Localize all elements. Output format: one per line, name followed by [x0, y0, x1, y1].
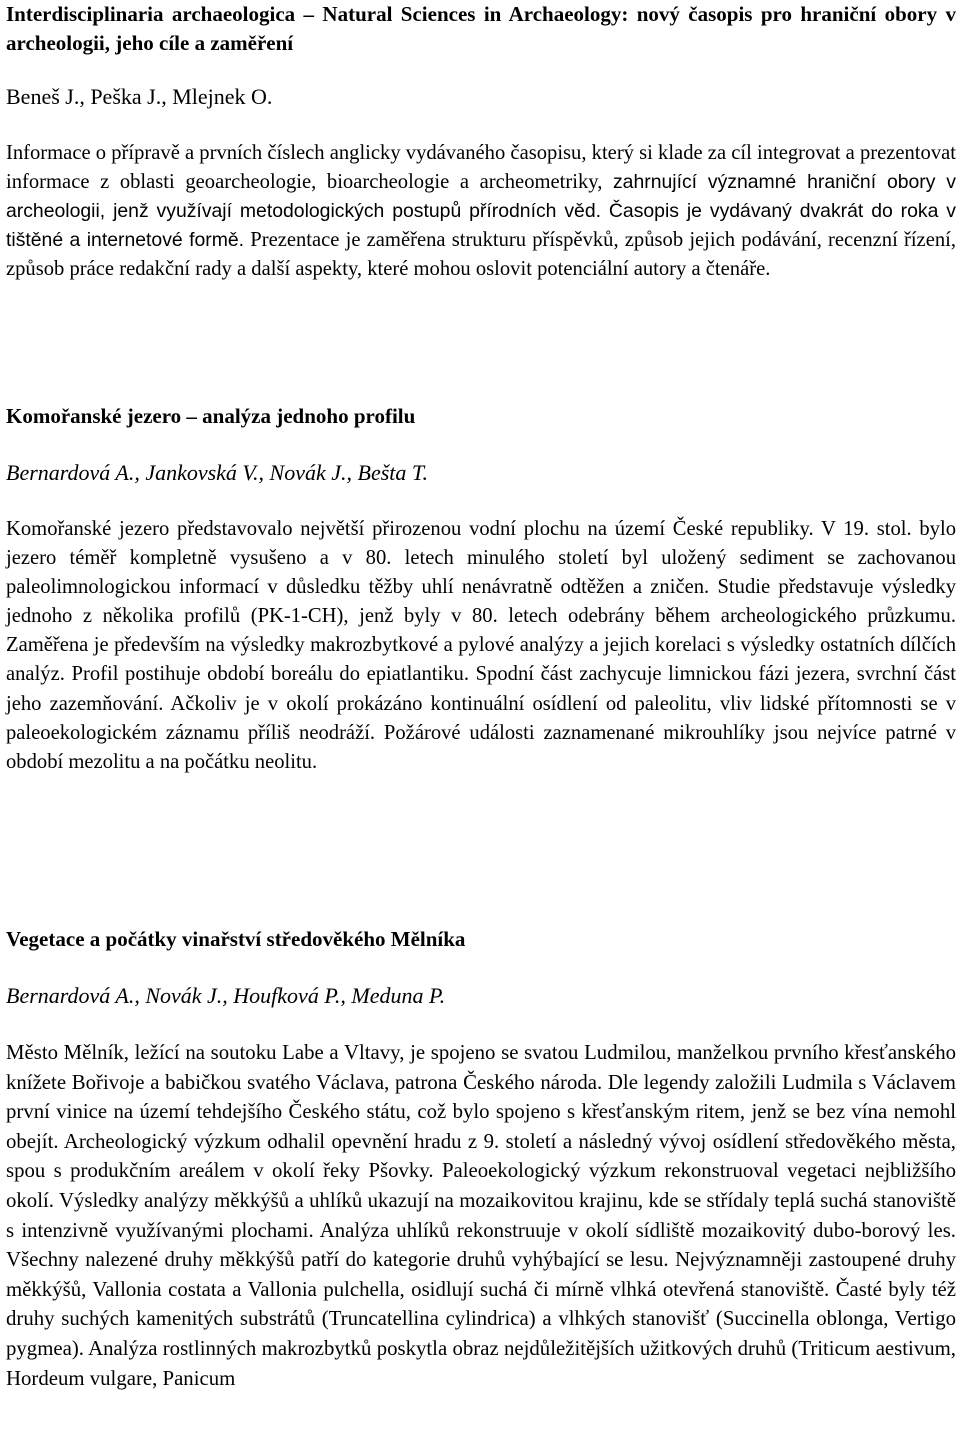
article-2-abstract: Komořanské jezero představovalo největší přirozenou vodní plochu na území České republiky. V 19. stol. bylo jezero téměř kompletně vysušeno a v 80. letech minulého století byl uložený sediment se zachovanou paleolimnologickou informací v důsledku těžby uhlí nenávratně odtěžen a zničen. Studie představuje výsledky jednoho z několika profilů (PK-1-CH), jenž byly v 80. letech odebrány během archeologického průzkumu. Zaměřena je především na výsledky makrozbytkové a pylové analýzy a jejich korelaci s výsledky ostatních dílčích analýz. Profil postihuje období boreálu do epiatlantiku. Spodní část zachycuje limnickou fázi jezera, svrchní část jeho zazemňování. Ačkoliv je v okolí prokázáno kontinuální osídlení od paleolitu, vliv lidské přítomnosti se v paleoekologickém záznamu příliš neodráží. Požárové události zaznamenané mikrouhlíky jsou nejvíce patrné v období mezolitu a na počátku neolitu. — [6, 518, 956, 773]
article-1-abstract — [6, 139, 956, 284]
article-3-title: Vegetace a počátky vinařství středověkého Mělníka — [6, 927, 466, 951]
article-1-title: Interdisciplinaria archaeologica – Natural Sciences in Archaeology: nový časopis pro hraniční obory v archeologii, jeho cíle a zaměření — [6, 2, 956, 55]
article-2-title: Komořanské jezero – analýza jednoho profilu — [6, 404, 416, 428]
article-1-abstract-part-2: zahrnující významné hraniční obory v archeologii, jenž využívají metodologických postupů přírodních věd. Časopis je vydávaný dvakrát do roka v tištěné a internetové formě. — [6, 171, 956, 252]
article-1-abstract-part-1: Informace o přípravě a prvních číslech anglicky vydávaného časopisu, který si klade za cíl integrovat a prezentovat informace z oblasti geoarcheologie, bioarcheologie a archeometriky, — [6, 142, 956, 194]
article-2-authors: Bernardová A., Jankovská V., Novák J., Bešta T. — [6, 460, 428, 485]
article-1-authors: Beneš J., Peška J., Mlejnek O. — [6, 84, 273, 109]
article-3-authors: Bernardová A., Novák J., Houfková P., Meduna P. — [6, 983, 446, 1008]
article-3-abstract: Město Mělník, ležící na soutoku Labe a Vltavy, je spojeno se svatou Ludmilou, manželkou prvního křesťanského knížete Bořivoje a babičkou svatého Václava, patrona Českého národa. Dle legendy založili Ludmila s Václavem první vinice na území tehdejšího Českého státu, což bylo spojeno s křesťanským ritem, jenž se bez vína nemohl obejít. Archeologický výzkum odhalil opevnění hradu z 9. století a následný vývoj osídlení středověkého města, spou s produkčním areálem v okolí řeky Pšovky. Paleoekologický výzkum rekonstruoval vegetaci nejbližšího okolí. Výsledky analýzy měkkýšů a uhlíků ukazují na mozaikovitou krajinu, kde se střídaly teplá suchá stanoviště s intenzivně využívanými plochami. Analýza uhlíků rekonstruuje v okolí sídliště mozaikovitý dubo-borový les. Všechny nalezené druhy měkkýšů patří do kategorie druhů vyhýbající se lesu. Nejvýznamněji zastoupené druhy měkkýšů, Vallonia costata a Vallonia pulchella, osidlují suchá či mírně vlhká otevřená stanoviště. Časté byly též druhy suchých kamenitých substrátů (Truncatellina cylindrica) a vlhkých stanovišť (Succinella oblonga, Vertigo pygmea). Analýza rostlinných makrozbytků poskytla obraz nejdůležitějších užitkových druhů (Triticum aestivum, Hordeum vulgare, Panicum — [6, 1041, 956, 1390]
article-1-abstract-part-3: Prezentace je zaměřena strukturu příspěvků, způsob jejich podávání, recenzní řízení, způsob práce redakční rady a další aspekty, které mohou oslovit potenciální autory a čtenáře. — [6, 229, 956, 281]
